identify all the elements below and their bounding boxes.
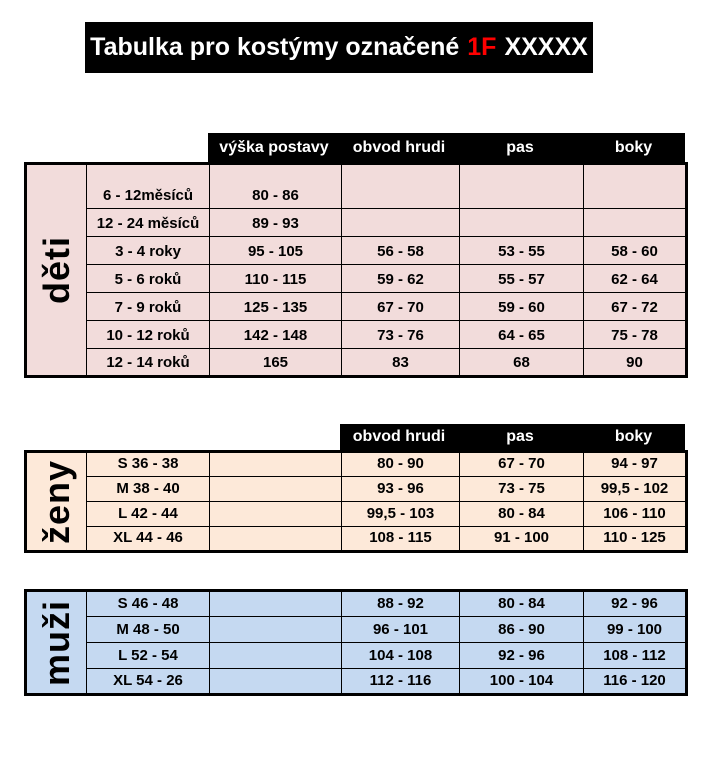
table-row [26,293,687,321]
table-row [26,617,687,643]
column-header-vyska-postavy: výška postavy [219,138,329,156]
value-cell: 80 - 86 [210,164,342,209]
size-cell: 7 - 9 roků [87,293,210,321]
value-cell: 53 - 55 [460,237,584,265]
value-cell [210,502,342,527]
value-cell: 99,5 - 102 [584,477,687,502]
value-cell: 99,5 - 103 [342,502,460,527]
column-header-boky: boky [614,138,653,156]
size-cell: 6 - 12měsíců [87,164,210,209]
value-cell: 112 - 116 [342,669,460,695]
table-row [26,502,687,527]
size-cell: M 48 - 50 [87,617,210,643]
size-cell: L 42 - 44 [87,502,210,527]
value-cell: 59 - 60 [460,293,584,321]
value-cell: 92 - 96 [584,591,687,617]
value-cell: 142 - 148 [210,321,342,349]
value-cell: 80 - 84 [460,591,584,617]
value-cell: 108 - 115 [342,527,460,552]
value-cell: 91 - 100 [460,527,584,552]
value-cell: 67 - 70 [342,293,460,321]
group-label-zeny: ženy [35,459,77,544]
size-cell: XL 54 - 26 [87,669,210,695]
table-row [26,477,687,502]
value-cell [210,643,342,669]
value-cell: 100 - 104 [460,669,584,695]
page-title-suffix: XXXXX [504,33,588,61]
table-row [26,643,687,669]
table-row [26,349,687,377]
value-cell: 59 - 62 [342,265,460,293]
value-cell: 94 - 97 [584,452,687,477]
value-cell: 83 [342,349,460,377]
value-cell: 110 - 115 [210,265,342,293]
size-cell: 10 - 12 roků [87,321,210,349]
value-cell [210,477,342,502]
group-label-deti: děti [35,235,77,305]
value-cell: 86 - 90 [460,617,584,643]
column-header-obvod-hrudi: obvod hrudi [352,428,446,445]
value-cell: 73 - 76 [342,321,460,349]
size-cell: 12 - 24 měsíců [87,209,210,237]
column-header-pas: pas [506,138,534,156]
page-title-code: 1F [467,33,497,61]
value-cell: 75 - 78 [584,321,687,349]
column-header-boky: boky [614,428,653,445]
group-label-cell [26,452,87,552]
value-cell: 116 - 120 [584,669,687,695]
value-cell [210,669,342,695]
men-size-table [24,589,688,696]
value-cell [210,527,342,552]
value-cell: 88 - 92 [342,591,460,617]
value-cell [460,209,584,237]
children-size-table [24,162,688,378]
group-label-cell [26,591,87,695]
children-column-header-bar [208,133,685,162]
value-cell: 110 - 125 [584,527,687,552]
value-cell: 125 - 135 [210,293,342,321]
value-cell [460,164,584,209]
value-cell: 89 - 93 [210,209,342,237]
table-row [26,164,687,209]
value-cell [342,164,460,209]
value-cell: 67 - 70 [460,452,584,477]
value-cell: 90 [584,349,687,377]
group-label-cell [26,164,87,377]
value-cell [584,209,687,237]
value-cell: 58 - 60 [584,237,687,265]
table-row [26,237,687,265]
value-cell [342,209,460,237]
value-cell [210,617,342,643]
value-cell: 99 - 100 [584,617,687,643]
size-cell: L 52 - 54 [87,643,210,669]
column-header-obvod-hrudi: obvod hrudi [352,138,446,156]
women-size-table [24,450,688,553]
value-cell: 95 - 105 [210,237,342,265]
size-cell: 12 - 14 roků [87,349,210,377]
table-row [26,669,687,695]
value-cell: 165 [210,349,342,377]
page-title-bar [85,22,593,73]
value-cell: 56 - 58 [342,237,460,265]
value-cell: 108 - 112 [584,643,687,669]
table-row [26,209,687,237]
value-cell: 80 - 90 [342,452,460,477]
value-cell: 96 - 101 [342,617,460,643]
table-row [26,265,687,293]
value-cell: 92 - 96 [460,643,584,669]
value-cell: 68 [460,349,584,377]
page-title-prefix: Tabulka pro kostýmy označené [90,33,460,61]
value-cell: 104 - 108 [342,643,460,669]
value-cell [584,164,687,209]
size-cell: 3 - 4 roky [87,237,210,265]
value-cell: 67 - 72 [584,293,687,321]
column-header-pas: pas [506,428,534,445]
value-cell: 55 - 57 [460,265,584,293]
size-cell: S 36 - 38 [87,452,210,477]
table-row [26,321,687,349]
value-cell: 73 - 75 [460,477,584,502]
size-cell: S 46 - 48 [87,591,210,617]
value-cell: 106 - 110 [584,502,687,527]
value-cell: 62 - 64 [584,265,687,293]
value-cell: 80 - 84 [460,502,584,527]
table-row [26,527,687,552]
value-cell: 64 - 65 [460,321,584,349]
table-row [26,452,687,477]
table-row [26,591,687,617]
size-cell: XL 44 - 46 [87,527,210,552]
size-cell: M 38 - 40 [87,477,210,502]
women-column-header-bar [340,424,685,450]
value-cell [210,452,342,477]
group-label-muzi: muži [35,599,77,686]
size-cell: 5 - 6 roků [87,265,210,293]
value-cell: 93 - 96 [342,477,460,502]
value-cell [210,591,342,617]
